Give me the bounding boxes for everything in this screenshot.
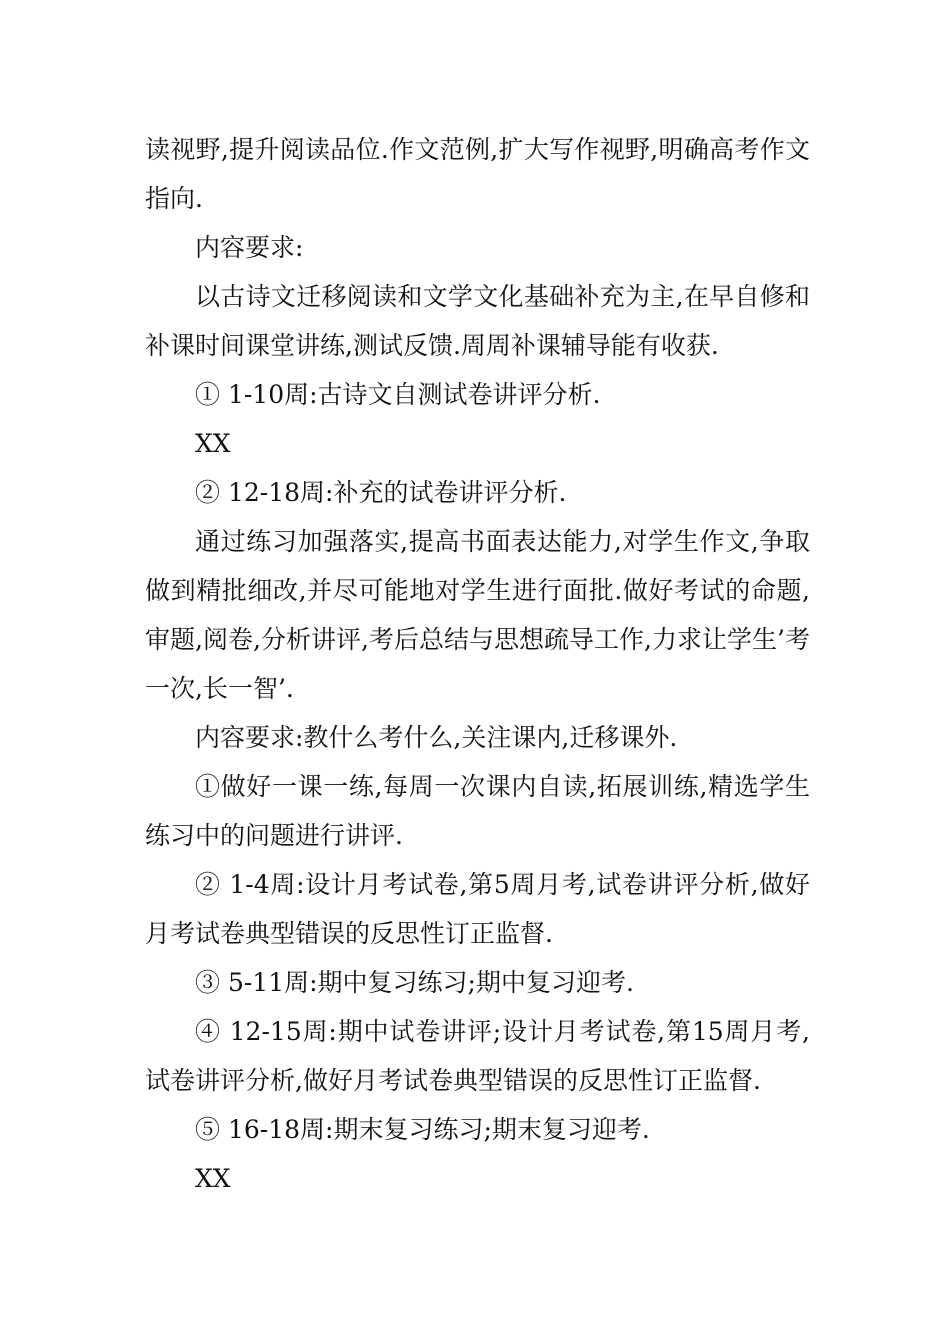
paragraph-week-1-10: ① 1-10周:古诗文自测试卷讲评分析. [195, 380, 601, 409]
paragraph-continuation: 读视野,提升阅读品位.作文范例,扩大写作视野,明确高考作文指向. [145, 135, 810, 213]
paragraph-item-3: ③ 5-11周:期中复习练习;期中复习迎考. [195, 968, 634, 997]
paragraph-content-requirements-heading: 内容要求: [195, 233, 304, 262]
paragraph-item-4: ④ 12-15周:期中试卷讲评;设计月考试卷,第15周月考,试卷讲评分析,做好月考试卷典型错误的反思性订正监督. [145, 1017, 810, 1095]
paragraph-item-5: ⑤ 16-18周:期末复习练习;期末复习迎考. [195, 1115, 650, 1144]
paragraph-week-12-18: ② 12-18周:补充的试卷讲评分析. [195, 478, 567, 507]
paragraph-item-2: ② 1-4周:设计月考试卷,第5周月考,试卷讲评分析,做好月考试卷典型错误的反思性订正监督. [145, 870, 810, 948]
paragraph-item-1: ①做好一课一练,每周一次课内自读,拓展训练,精选学生练习中的问题进行讲评. [145, 772, 810, 850]
paragraph-classical-reading: 以古诗文迁移阅读和文学文化基础补充为主,在早自修和补课时间课堂讲练,测试反馈.周周补课辅导能有收获. [145, 282, 810, 360]
paragraph-xx-1: XX [195, 429, 231, 458]
paragraph-writing-practice: 通过练习加强落实,提高书面表达能力,对学生作文,争取做到精批细改,并尽可能地对学生进行面批.做好考试的命题,审题,阅卷,分析讲评,考后总结与思想疏导工作,力求让学生’考一次,长一智’. [145, 527, 810, 703]
paragraph-content-requirements: 内容要求:教什么考什么,关注课内,迁移课外. [195, 723, 678, 752]
paragraph-xx-2: XX [195, 1164, 231, 1193]
